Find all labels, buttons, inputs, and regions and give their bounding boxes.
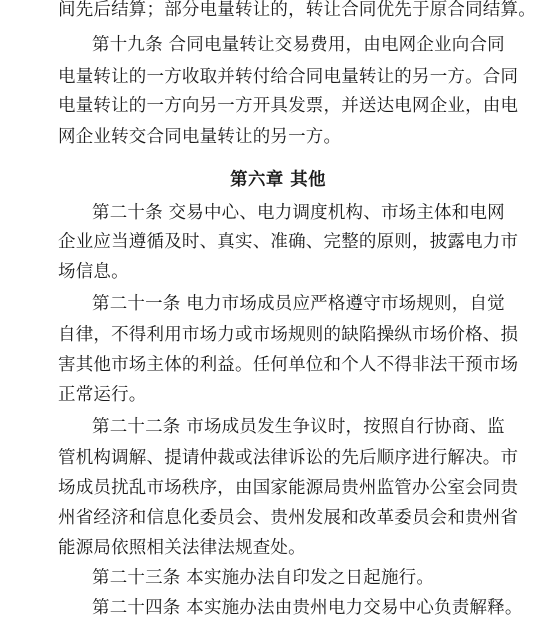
article-19-text: 网企业转交合同电量转让的另一方。 bbox=[58, 127, 342, 147]
article-19-text: 电量转让的一方收取并转付给合同电量转让的另一方。合同 bbox=[58, 67, 519, 87]
article-20-text: 场信息。 bbox=[58, 262, 129, 282]
article-24-text: 第二十四条 本实施办法由贵州电力交易中心负责解释。 bbox=[92, 598, 523, 618]
article-23-text: 第二十三条 本实施办法自印发之日起施行。 bbox=[92, 568, 435, 588]
article-22-text: 能源局依照相关法律法规查处。 bbox=[58, 538, 306, 558]
article-21-text: 正常运行。 bbox=[58, 385, 147, 405]
article-20-text: 第二十条 交易中心、电力调度机构、市场主体和电网 bbox=[92, 203, 505, 223]
article-22-text: 州省经济和信息化委员会、贵州发展和改革委员会和贵州省 bbox=[58, 508, 519, 528]
article-19-text: 电量转让的一方向另一方开具发票，并送达电网企业，由电 bbox=[58, 96, 519, 116]
article-21-text: 自律，不得利用市场力或市场规则的缺陷操纵市场价格、损 bbox=[58, 325, 519, 345]
article-21-text: 第二十一条 电力市场成员应严格遵守市场规则，自觉 bbox=[92, 294, 505, 314]
chapter-title: 第六章 其他 bbox=[230, 170, 326, 190]
article-18-text-end: 间先后结算；部分电量转让的，转让合同优先于原合同结算。 bbox=[58, 0, 536, 20]
article-22-text: 场成员扰乱市场秩序，由国家能源局贵州监管办公室会同贵 bbox=[58, 478, 519, 498]
article-21-text: 害其他市场主体的利益。任何单位和个人不得非法干预市场 bbox=[58, 355, 519, 375]
article-19-text: 第十九条 合同电量转让交易费用，由电网企业向合同 bbox=[92, 35, 505, 55]
article-22-text: 第二十二条 市场成员发生争议时，按照自行协商、监 bbox=[92, 417, 505, 437]
article-22-text: 管机构调解、提请仲裁或法律诉讼的先后顺序进行解决。市 bbox=[58, 448, 519, 468]
article-20-text: 企业应当遵循及时、真实、准确、完整的原则，披露电力市 bbox=[58, 232, 519, 252]
